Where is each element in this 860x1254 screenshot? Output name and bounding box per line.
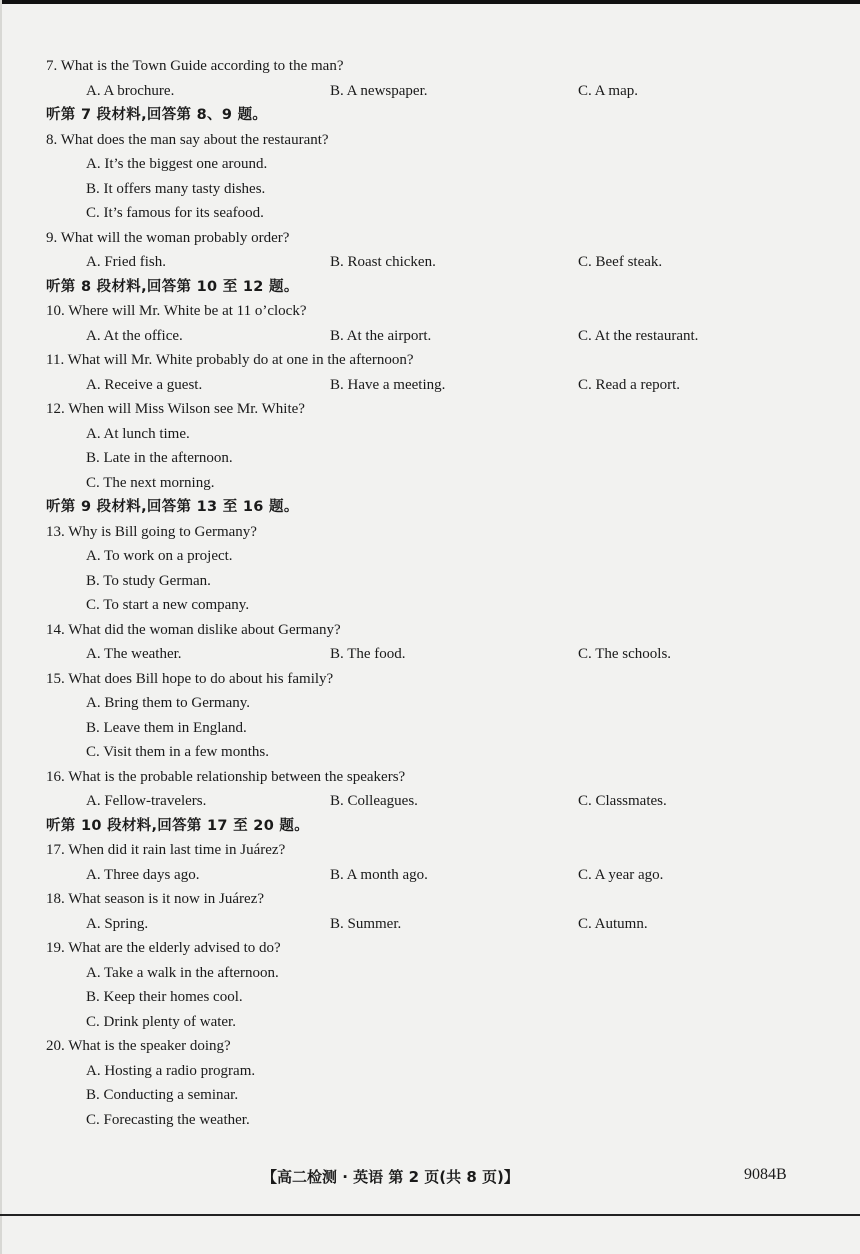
question-text: 18. What season is it now in Juárez? <box>46 891 265 907</box>
footer-page-info: 【高二检测 · 英语 第 2 页(共 8 页)】 <box>262 1168 519 1186</box>
option-text: A. Receive a guest. <box>86 376 203 393</box>
option-text: A. Fellow-travelers. <box>86 793 207 809</box>
option-text: A. A brochure. <box>86 82 175 99</box>
option-text: A. Fried fish. <box>86 254 166 270</box>
option-text: C. At the restaurant. <box>578 327 699 344</box>
option-text: C. Drink plenty of water. <box>86 1013 236 1030</box>
option-text: B. A month ago. <box>330 866 428 883</box>
question-text: 14. What did the woman dislike about Germany? <box>46 621 341 638</box>
option-text: B. Roast chicken. <box>330 254 436 270</box>
option-text: A. It’s the biggest one around. <box>86 156 268 172</box>
page-footer <box>0 1166 860 1190</box>
question-text: 8. What does the man say about the restaurant? <box>46 131 329 148</box>
option-text: C. The schools. <box>578 646 672 662</box>
top-scan-edge <box>0 0 860 4</box>
option-text: B. The food. <box>330 646 406 662</box>
option-text: B. Leave them in England. <box>86 719 247 736</box>
option-text: B. Summer. <box>330 915 402 932</box>
option-text: C. Beef steak. <box>578 254 663 270</box>
option-text: C. Visit them in a few months. <box>86 744 269 760</box>
question-text: 13. Why is Bill going to Germany? <box>46 523 257 540</box>
option-text: A. To work on a project. <box>86 548 233 564</box>
option-text: B. Conducting a seminar. <box>86 1087 239 1103</box>
option-text: B. To study German. <box>86 572 211 589</box>
option-text: B. It offers many tasty dishes. <box>86 180 266 197</box>
question-text: 16. What is the probable relationship between the speakers? <box>46 768 406 785</box>
footer-exam-code: 9084B <box>744 1166 787 1183</box>
option-row <box>0 912 860 937</box>
option-text: C. It’s famous for its seafood. <box>86 205 264 221</box>
option-text: A. At lunch time. <box>86 425 190 442</box>
bottom-rule <box>0 1214 860 1216</box>
option-text: C. To start a new company. <box>86 597 250 613</box>
option-text: C. The next morning. <box>86 474 215 491</box>
option-row <box>0 324 860 349</box>
question-text: 20. What is the speaker doing? <box>46 1038 231 1054</box>
option-text: A. Hosting a radio program. <box>86 1062 256 1079</box>
section-instruction: 听第 9 段材料,回答第 13 至 16 题。 <box>46 499 299 515</box>
option-text: C. A year ago. <box>578 866 664 883</box>
option-text: B. Late in the afternoon. <box>86 450 233 466</box>
option-row <box>0 642 860 667</box>
option-text: C. A map. <box>578 82 639 99</box>
option-row <box>0 373 860 398</box>
option-text: C. Classmates. <box>578 793 667 809</box>
option-text: A. At the office. <box>86 327 183 344</box>
question-text: 15. What does Bill hope to do about his family? <box>46 670 334 687</box>
option-text: C. Forecasting the weather. <box>86 1111 250 1128</box>
option-row <box>0 789 860 814</box>
option-text: A. Bring them to Germany. <box>86 695 250 711</box>
option-text: C. Autumn. <box>578 915 648 932</box>
question-text: 17. When did it rain last time in Juárez? <box>46 842 286 858</box>
section-instruction: 听第 7 段材料,回答第 8、9 题。 <box>46 107 268 123</box>
section-instruction: 听第 10 段材料,回答第 17 至 20 题。 <box>46 817 310 834</box>
option-text: B. Colleagues. <box>330 793 418 809</box>
option-text: A. The weather. <box>86 646 182 662</box>
option-row <box>0 863 860 888</box>
option-text: B. A newspaper. <box>330 82 428 99</box>
option-text: B. At the airport. <box>330 327 432 344</box>
option-text: B. Have a meeting. <box>330 376 446 393</box>
option-text: B. Keep their homes cool. <box>86 989 243 1005</box>
option-text: C. Read a report. <box>578 376 681 393</box>
option-row <box>0 79 860 104</box>
question-text: 19. What are the elderly advised to do? <box>46 940 281 956</box>
option-text: A. Take a walk in the afternoon. <box>86 964 279 981</box>
option-text: A. Three days ago. <box>86 866 200 883</box>
section-instruction: 听第 8 段材料,回答第 10 至 12 题。 <box>46 278 299 295</box>
question-text: 11. What will Mr. White probably do at one in the afternoon? <box>46 352 414 368</box>
question-text: 9. What will the woman probably order? <box>46 229 290 246</box>
question-list <box>0 54 860 1132</box>
option-row <box>0 250 860 275</box>
question-text: 12. When will Miss Wilson see Mr. White? <box>46 401 305 417</box>
option-text: A. Spring. <box>86 915 149 932</box>
question-text: 10. Where will Mr. White be at 11 o’clock? <box>46 303 307 319</box>
question-text: 7. What is the Town Guide according to the man? <box>46 58 344 74</box>
